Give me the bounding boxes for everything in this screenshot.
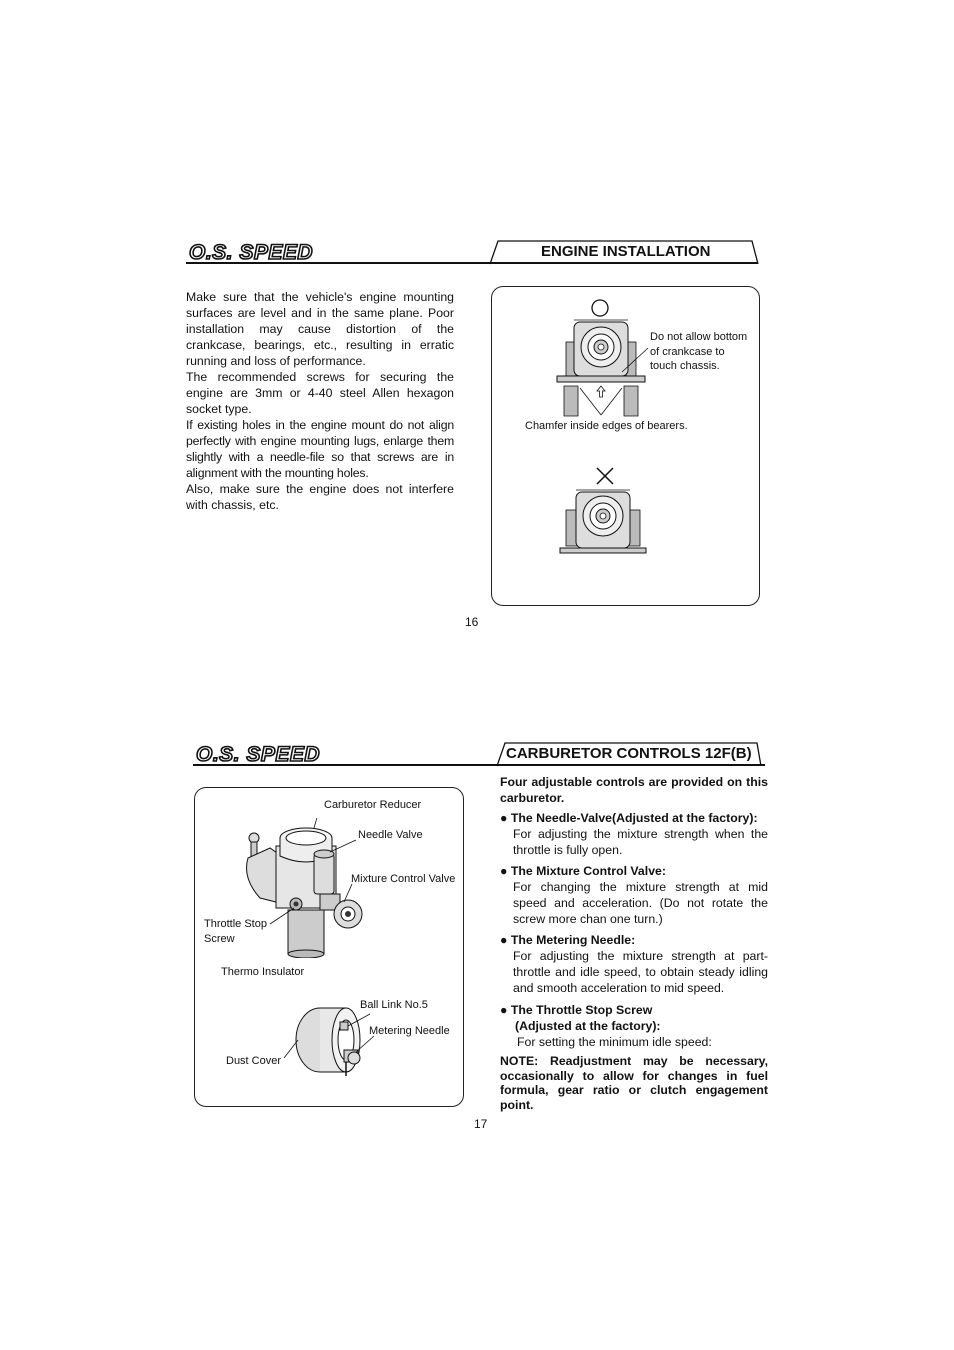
correct-mounting-illustration [552, 298, 652, 420]
mixture-control-valve-label: Mixture Control Valve [351, 873, 456, 885]
dust-cover-label: Dust Cover [226, 1055, 282, 1067]
list-item: ● The Throttle Stop Screw (Adjusted at the factory): For setting the minimum idle speed: [500, 1002, 768, 1050]
os-speed-logo [186, 240, 318, 264]
metering-needle-label: Metering Needle [369, 1025, 450, 1037]
control-title: The Mixture Control Valve: [510, 864, 666, 878]
chamfer-note: Chamfer inside edges of bearers. [525, 420, 688, 432]
control-title: The Throttle Stop Screw [510, 1003, 653, 1017]
control-desc: For setting the minimum idle speed: [517, 1035, 712, 1049]
bottom-clearance-note [650, 330, 747, 374]
ball-link-label: Ball Link No.5 [360, 999, 428, 1011]
control-desc: For adjusting the mixture strength when the throttle is fully open. [513, 827, 768, 857]
page-number: 16 [465, 615, 479, 629]
control-title: The Needle-Valve(Adjusted at the factory): [510, 811, 758, 825]
thermo-insulator-label: Thermo Insulator [221, 966, 305, 978]
note-line: of crankcase to [650, 345, 725, 358]
installation-text [186, 289, 454, 513]
control-desc: For adjusting the mixture strength at part-throttle and idle speed, to obtain steady idling and smooth acceleration to mid speed. [513, 949, 768, 995]
svg-text:O.S. SPEED: O.S. SPEED [196, 743, 321, 766]
os-speed-logo [193, 742, 325, 766]
list-item: ● The Metering Needle: For adjusting the mixture strength at part-throttle and idle speed, to obtain steady idling and smooth acceleration to mid speed. [500, 933, 768, 995]
list-item: ● The Mixture Control Valve: For changing the mixture strength at mid speed and acceleration. (Do not rotate the screw more chan one turn.) [500, 864, 768, 926]
page-number: 17 [474, 1117, 488, 1131]
needle-valve-label: Needle Valve [358, 829, 423, 841]
incorrect-mounting-illustration [552, 464, 652, 556]
throttle-stop-screw-label: Throttle Stop Screw [204, 918, 267, 945]
paragraph: Also, make sure the engine does not interfere with chassis, etc. [186, 482, 454, 512]
control-desc: For changing the mixture strength at mid speed and acceleration. (Do not rotate the screw more chan one turn.) [513, 880, 768, 926]
control-title-2: (Adjusted at the factory): [515, 1019, 661, 1033]
control-title: The Metering Needle: [510, 933, 636, 947]
paragraph: The recommended screws for securing the engine are 3mm or 4-40 steel Allen hexagon socket type. [186, 370, 454, 416]
readjustment-note: NOTE: Readjustment may be necessary, occasionally to allow for changes in fuel formula, gear ratio or clutch engagement point. [500, 1054, 768, 1112]
svg-text:O.S. SPEED: O.S. SPEED [189, 241, 314, 264]
paragraph: Make sure that the vehicle's engine mounting surfaces are level and in the same plane. Poor installation may cause distortion of the crankcase, bearings, etc., resulting in erratic running and loss of performance. [186, 290, 454, 368]
carburetor-reducer-label: Carburetor Reducer [324, 799, 422, 811]
metering-assembly-illustration [282, 1000, 392, 1080]
note-line: touch chassis. [650, 360, 720, 372]
note-line: Do not allow bottom [650, 331, 748, 343]
section-title: CARBURETOR CONTROLS 12F(B) [506, 745, 752, 762]
intro-text: Four adjustable controls are provided on this carburetor. [500, 775, 768, 805]
section-title: ENGINE INSTALLATION [541, 243, 711, 260]
paragraph: If existing holes in the engine mount do not align perfectly with engine mounting lugs, enlarge them slightly with a needle-file so that screws are in alignment with the mounting holes. [186, 418, 454, 480]
list-item: ● The Needle-Valve(Adjusted at the factory): For adjusting the mixture strength when the throttle is fully open. [500, 811, 768, 857]
carburetor-controls-text [500, 774, 768, 1124]
